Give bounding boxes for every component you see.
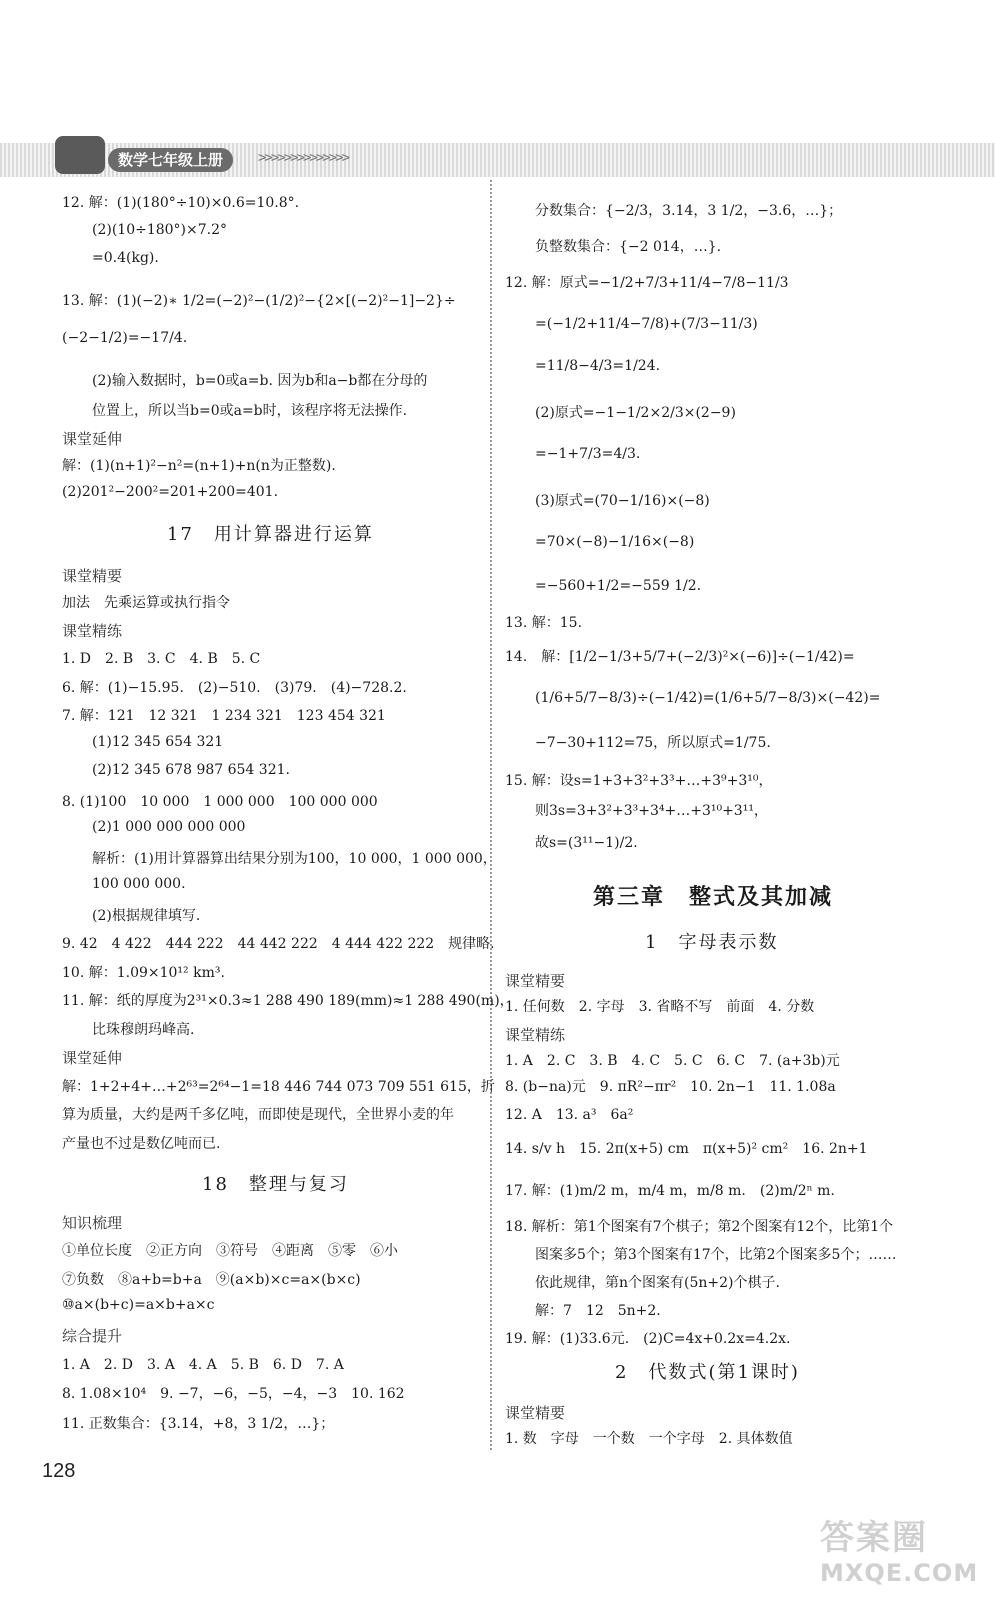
answer-line: 解：(1)(n+1)²−n²=(n+1)+n(n为正整数). [62, 458, 336, 474]
answer-line: 9. 42 4 422 444 222 44 442 222 4 444 422 222 规律略. [62, 936, 495, 952]
subhead: 课堂精要 [505, 1404, 566, 1422]
section-title: 1 字母表示数 [645, 932, 779, 953]
answer-line: (2)根据规律填写. [92, 908, 201, 924]
column-divider [490, 180, 492, 1450]
header-title: 数学七年级上册 [108, 148, 233, 172]
answer-line: (−2−1/2)=−17/4. [62, 330, 188, 346]
answer-line: =−560+1/2=−559 1/2. [535, 578, 702, 594]
answer-line: 17. 解：(1)m/2 m，m/4 m，m/8 m. (2)m/2ⁿ m. [505, 1183, 835, 1199]
answer-line: 1. D 2. B 3. C 4. B 5. C [62, 651, 261, 667]
answer-line: 8. (1)100 10 000 1 000 000 100 000 000 [62, 794, 378, 810]
section-title: 18 整理与复习 [202, 1174, 349, 1195]
answer-line: =0.4(kg). [92, 250, 159, 266]
answer-line: (2)(10÷180°)×7.2° [92, 222, 228, 238]
answer-line: =11/8−4/3=1/24. [535, 358, 661, 374]
answer-line: 分数集合：{−2/3，3.14，3 1/2，−3.6，…}； [535, 203, 843, 219]
answer-line: 故s=(3¹¹−1)/2. [535, 835, 638, 851]
answer-line: =−1+7/3=4/3. [535, 446, 641, 462]
answer-line: 8. (b−na)元 9. πR²−πr² 10. 2n−1 11. 1.08a [505, 1079, 836, 1095]
subhead: 课堂精练 [505, 1026, 566, 1044]
subhead: 课堂延伸 [62, 430, 123, 448]
answer-line: 解：7 12 5n+2. [535, 1303, 661, 1319]
answer-line: (1)12 345 654 321 [92, 734, 224, 750]
page-number: 128 [42, 1460, 76, 1482]
subhead: 知识梳理 [62, 1214, 123, 1232]
answer-line: (2)201²−200²=201+200=401. [62, 484, 279, 500]
answer-line: 1. 数 字母 一个数 一个字母 2. 具体数值 [505, 1431, 793, 1447]
answer-line: 13. 解：15. [505, 615, 582, 631]
subhead: 课堂精练 [62, 622, 123, 640]
answer-line: 6. 解：(1)−15.95. (2)−510. (3)79. (4)−728.2. [62, 680, 407, 696]
section-title: 17 用计算器进行运算 [167, 524, 374, 545]
answer-line: 19. 解：(1)33.6元. (2)C=4x+0.2x=4.2x. [505, 1331, 791, 1347]
answer-line: ⑦负数 ⑧a+b=b+a ⑨(a×b)×c=a×(b×c) [62, 1272, 361, 1288]
answer-line: ⑩a×(b+c)=a×b+a×c [62, 1297, 215, 1313]
book-logo-icon [55, 136, 105, 174]
answer-line: 11. 正数集合：{3.14，+8，3 1/2，…}； [62, 1416, 335, 1432]
answer-line: 7. 解：121 12 321 1 234 321 123 454 321 [62, 708, 386, 724]
answer-line: =(−1/2+11/4−7/8)+(7/3−11/3) [535, 316, 758, 332]
answer-line: 负整数集合：{−2 014，…}. [535, 239, 722, 255]
answer-line: 15. 解：设s=1+3+3²+3³+…+3⁹+3¹⁰， [505, 773, 773, 789]
answer-line: 位置上，所以当b=0或a=b时，该程序将无法操作. [92, 403, 408, 419]
answer-line: 12. 解：原式=−1/2+7/3+11/4−7/8−11/3 [505, 275, 789, 291]
answer-line: 加法 先乘运算或执行指令 [62, 595, 230, 611]
answer-line: ①单位长度 ②正方向 ③符号 ④距离 ⑤零 ⑥小 [62, 1243, 398, 1259]
answer-line: 14. s/v h 15. 2π(x+5) cm π(x+5)² cm² 16. 2n+1 [505, 1141, 868, 1157]
answer-line: 14. 解：[1/2−1/3+5/7+(−2/3)²×(−6)]÷(−1/42)= [505, 649, 855, 665]
answer-line: 产量也不过是数亿吨而已. [62, 1136, 221, 1152]
answer-line: (1/6+5/7−8/3)÷(−1/42)=(1/6+5/7−8/3)×(−42)= [535, 690, 881, 706]
watermark-logo [820, 1510, 990, 1595]
answer-line: 1. A 2. C 3. B 4. C 5. C 6. C 7. (a+3b)元 [505, 1053, 840, 1069]
subhead: 课堂延伸 [62, 1049, 123, 1067]
answer-line: 10. 解：1.09×10¹² km³. [62, 965, 225, 981]
subhead: 课堂精要 [505, 972, 566, 990]
answer-line: 则3s=3+3²+3³+3⁴+…+3¹⁰+3¹¹， [535, 803, 768, 819]
answer-line: =70×(−8)−1/16×(−8) [535, 534, 695, 550]
answer-line: 100 000 000. [92, 876, 186, 892]
answer-line: 图案多5个；第3个图案有17个，比第2个图案多5个；…… [535, 1247, 897, 1263]
answer-line: (2)输入数据时，b=0或a=b. 因为b和a−b都在分母的 [92, 373, 428, 389]
answer-line: 12. 解：(1)(180°÷10)×0.6=10.8°. [62, 195, 300, 211]
answer-line: −7−30+112=75，所以原式=1/75. [535, 735, 771, 751]
answer-line: 11. 解：纸的厚度为2³¹×0.3≈1 288 490 189(mm)≈1 288 490(m)， [62, 993, 514, 1009]
answer-line: (3)原式=(70−1/16)×(−8) [535, 493, 710, 509]
answer-line: 解：1+2+4+…+2⁶³=2⁶⁴−1=18 446 744 073 709 551 615，折 [62, 1079, 495, 1095]
answer-line: (2)原式=−1−1/2×2/3×(2−9) [535, 405, 736, 421]
answer-line: (2)12 345 678 987 654 321. [92, 762, 290, 778]
subhead: 综合提升 [62, 1327, 123, 1345]
answer-line: 依此规律，第n个图案有(5n+2)个棋子. [535, 1275, 780, 1291]
answer-line: 12. A 13. a³ 6a² [505, 1107, 634, 1123]
header-arrows: >>>>>>>>>>>>>> [258, 150, 349, 166]
watermark-url: MXQE.COM [820, 1559, 979, 1587]
subhead: 课堂精要 [62, 567, 123, 585]
answer-line: 1. A 2. D 3. A 4. A 5. B 6. D 7. A [62, 1357, 344, 1373]
answer-line: 18. 解析：第1个图案有7个棋子；第2个图案有12个，比第1个 [505, 1219, 894, 1235]
answer-line: (2)1 000 000 000 000 [92, 819, 246, 835]
chapter-title: 第三章 整式及其加减 [593, 884, 834, 910]
answer-line: 比珠穆朗玛峰高. [92, 1022, 195, 1038]
answer-line: 8. 1.08×10⁴ 9. −7，−6，−5，−4，−3 10. 162 [62, 1386, 405, 1402]
watermark-text: 答案圈 [820, 1518, 928, 1558]
answer-line: 13. 解：(1)(−2)∗ 1/2=(−2)²−(1/2)²−{2×[(−2)²−1]−2}÷ [62, 293, 456, 309]
answer-line: 1. 任何数 2. 字母 3. 省略不写 前面 4. 分数 [505, 999, 815, 1015]
answer-line: 算为质量，大约是两千多亿吨，而即使是现代，全世界小麦的年 [62, 1107, 454, 1123]
answer-line: 解析：(1)用计算器算出结果分别为100，10 000，1 000 000， [92, 851, 497, 867]
section-title: 2 代数式(第1课时) [615, 1362, 800, 1383]
